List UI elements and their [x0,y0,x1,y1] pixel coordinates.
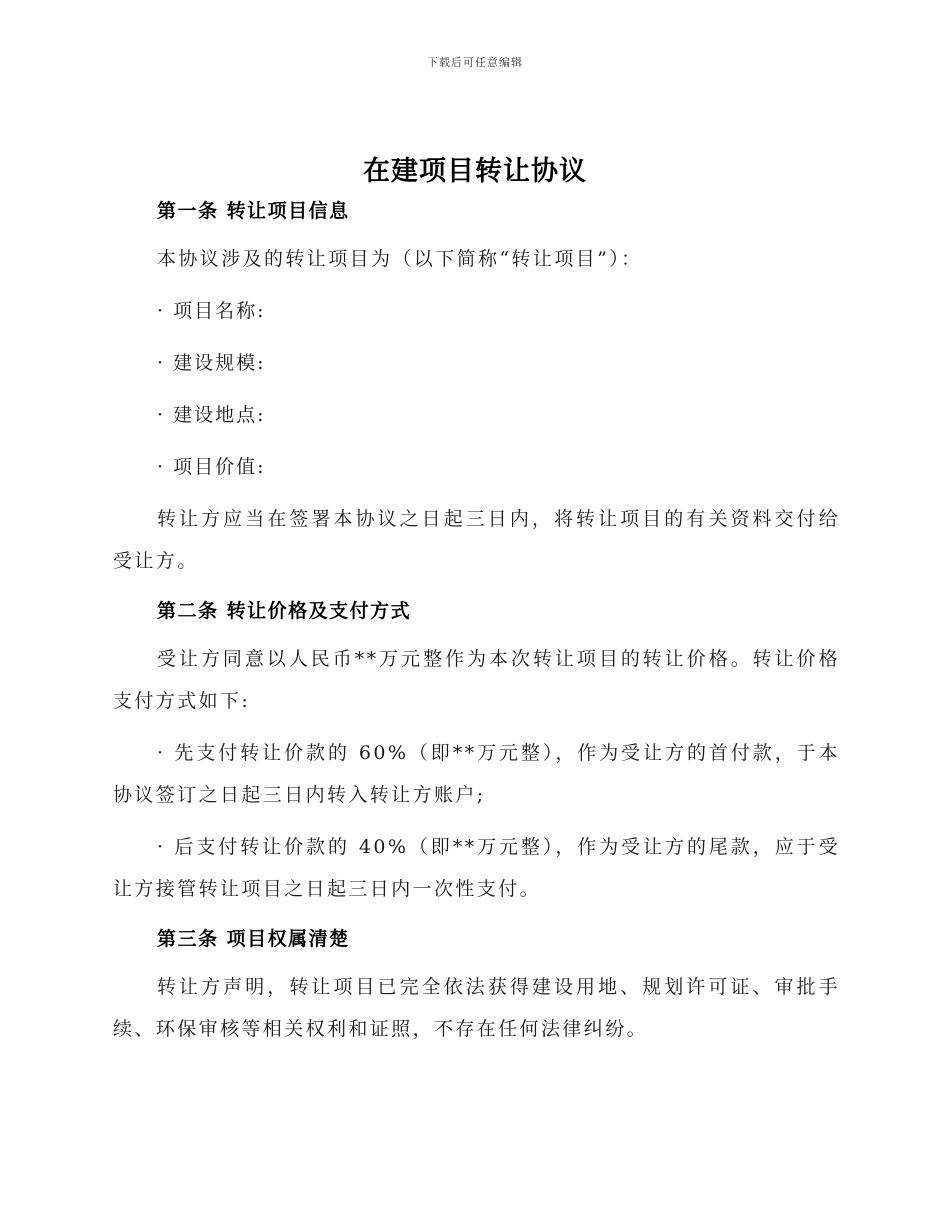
header-note: 下载后可任意编辑 [427,56,523,69]
document-body [113,192,840,1050]
article-1-closing: 转让方应当在签署本协议之日起三日内，将转让项目的有关资料交付给受让方。 [113,508,840,572]
payment-final-installment: · 后支付转让价款的 40%（即**万元整），作为受让方的尾款，应于受让方接管转让项目之日起三日内一次性支付。 [113,836,840,900]
article-3-heading: 第三条 项目权属清楚 [157,928,350,950]
item-project-value: · 项目价值: [157,456,266,478]
item-construction-site: · 建设地点: [157,404,266,426]
article-2-intro: 受让方同意以人民币**万元整作为本次转让项目的转让价格。转让价格支付方式如下: [113,648,840,712]
document-title: 在建项目转让协议 [363,156,587,187]
item-project-name: · 项目名称: [157,300,266,322]
article-1-heading: 第一条 转让项目信息 [157,200,350,222]
item-construction-scale: · 建设规模: [157,352,266,374]
article-1-intro: 本协议涉及的转让项目为（以下简称“转让项目”）： [157,248,643,270]
payment-first-installment: · 先支付转让价款的 60%（即**万元整），作为受让方的首付款，于本协议签订之日起三日内转入转让方账户; [113,742,840,806]
article-2-heading: 第二条 转让价格及支付方式 [157,600,412,622]
article-3-statement: 转让方声明，转让项目已完全依法获得建设用地、规划许可证、审批手续、环保审核等相关权利和证照，不存在任何法律纠纷。 [113,976,840,1040]
